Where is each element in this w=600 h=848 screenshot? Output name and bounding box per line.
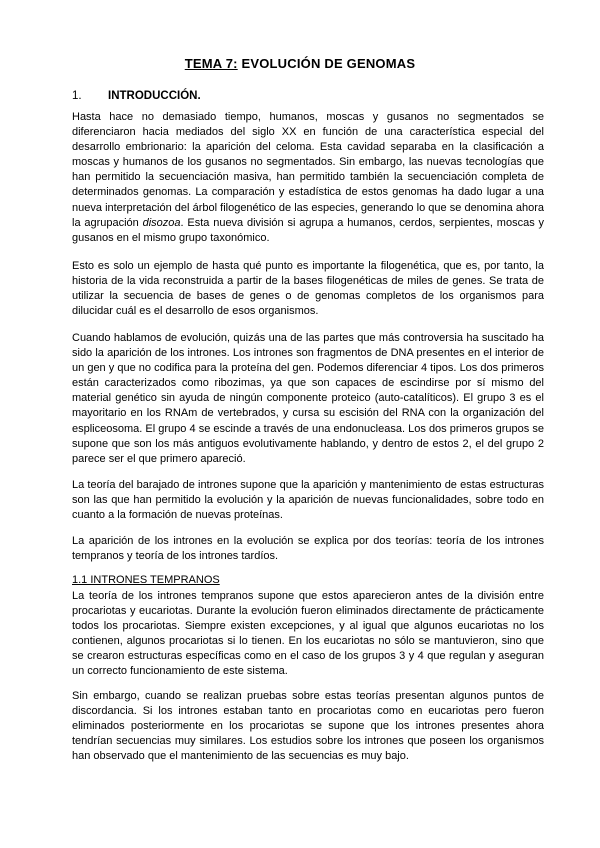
paragraph-1-italic-term: disozoa [142,216,181,229]
paragraph-1-text-end: . Esta nueva división si agrupa a humanos, cerdos, serpientes, moscas y gusanos en el mismo grupo taxonómico. [72,216,544,244]
section-heading [72,90,201,102]
paragraph-5: La aparición de los intrones en la evolución se explica por dos teorías: teoría de los intrones tempranos y teoría de los intrones tardíos. [72,535,544,563]
section-title: INTRODUCCIÓN. [108,90,201,102]
subsection-heading: 1.1 INTRONES TEMPRANOS [72,574,220,586]
section-number: 1. [72,90,82,102]
paragraph-3: Cuando hablamos de evolución, quizás una de las partes que más controversia ha suscitado ha sido la aparición de los intrones. Los intrones son fragmentos de DNA presentes en el interior de un gen y que no codifica para la proteína del gen. Podemos diferenciar 4 tipos. Los dos primeros están caracterizados como ribozimas, ya que son capaces de escindirse por sí mismo del material genético sin ayuda de ningún componente proteico (auto-catalíticos). El grupo 3 es el mayoritario en los RNAm de vertebrados, y cursa su escisión del RNA con la organización del espliceosoma. El grupo 4 se escinde a través de una endonucleasa. Los dos primeros grupos se supone que son los más antiguos evolutivamente hablando, y dentro de estos 2, el del grupo 2 parece ser el que primero apareció. [72,332,544,465]
paragraph-6: La teoría de los intrones tempranos supone que estos aparecieron antes de la división entre procariotas y eucariotas. Durante la evolución fueron eliminados directamente de prácticamente todos los procariotas. Siempre existen excepciones, y al igual que algunos eucariotas no los contienen, algunos procariotas si lo tienen. En los eucariotas no sólo se mantuvieron, sino que se crearon estructuras específicas como en el caso de los grupos 3 y 4 que regulan y aseguran un correcto funcionamiento de este sistema. [72,590,544,678]
title-rest: EVOLUCIÓN DE GENOMAS [237,56,416,71]
paragraph-1 [72,110,544,246]
paragraph-7: Sin embargo, cuando se realizan pruebas sobre estas teorías presentan algunos puntos de discordancia. Si los intrones estaban tanto en procariotas como en eucariotas pero fueron eliminados posteriormente en los procariotas se supone que los intrones presentes ahora tendrían secuencias muy similares. Los estudios sobre los intrones que poseen los organismos han observado que el mantenimiento de las secuencias es muy bajo. [72,690,544,763]
paragraph-1-text: Hasta hace no demasiado tiempo, humanos, moscas y gusanos no segmentados se diferenciaron hacia mediados del siglo XX en función de una característica especial del desarrollo embrionario: la aparición del celoma. Esta cavidad separaba en la clasificación a moscas y humanos de los gusanos no segmentados. Sin embargo, las nuevas tecnologías que han permitido la secuenciación masiva, han permitido también la secuenciación completa de determinados genomas. La comparación y estadística de estos genomas ha dado lugar a una nueva interpretación del árbol filogenético de las especies, generando lo que se denomina ahora la agrupación [72,111,544,229]
page-title [0,56,600,71]
title-prefix: TEMA 7: [184,56,238,71]
paragraph-2: Esto es solo un ejemplo de hasta qué punto es importante la filogenética, que es, por tanto, la historia de la vida reconstruida a partir de la bases filogenéticas de miles de genes. Se trata de utilizar la secuencia de bases de genes o de genomas completos de los organismos para dilucidar cuál es el desarrollo de esos organismos. [72,260,544,318]
paragraph-4: La teoría del barajado de intrones supone que la aparición y mantenimiento de estas estructuras son las que han permitido la evolución y la aparición de nuevas funcionalidades, sobre todo en cuanto a la formación de nuevas proteínas. [72,479,544,522]
